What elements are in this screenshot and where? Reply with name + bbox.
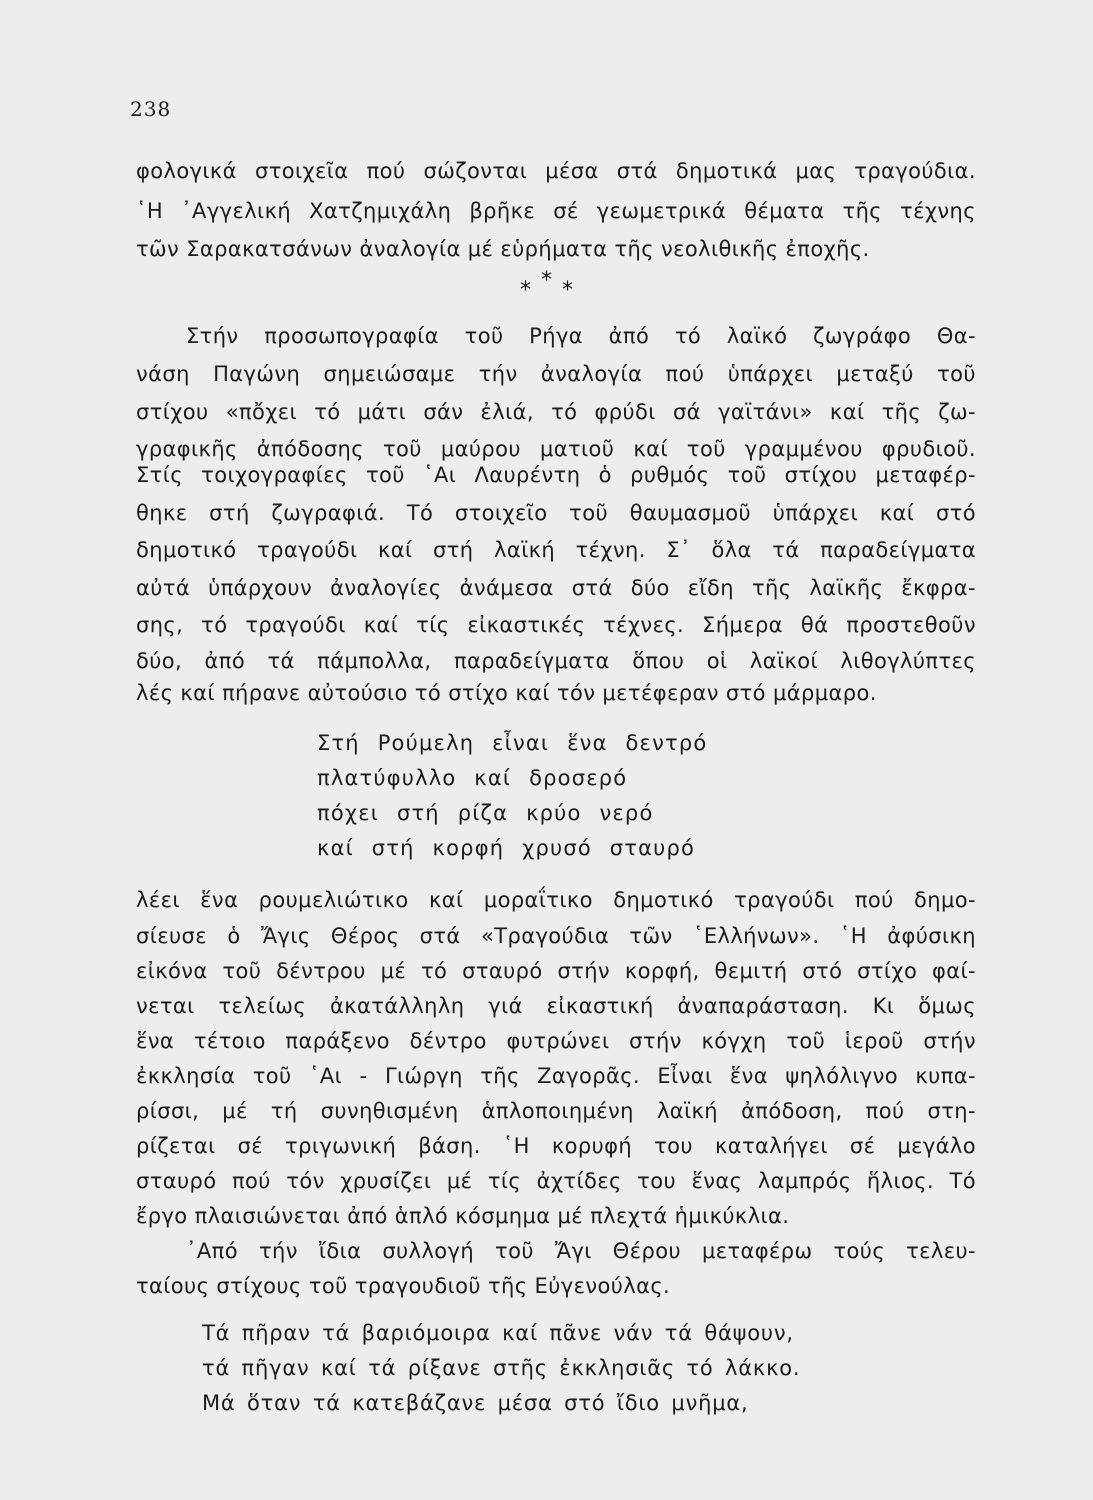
text-line: νεται τελείως ἀκατάλληλη γιά εἰκαστική ἀναπαράσταση. Κι ὅμως xyxy=(136,994,976,1018)
page-number: 238 xyxy=(130,97,172,121)
text-line: αὐτά ὑπάρχουν ἀναλογίες ἀνάμεσα στά δύο εἴδη τῆς λαϊκῆς ἔκφρα- xyxy=(136,576,976,600)
text-line: ἕνα τέτοιο παράξενο δέντρο φυτρώνει στήν κόγχη τοῦ ἱεροῦ στήν xyxy=(136,1029,976,1053)
asterisk: * xyxy=(520,278,541,303)
text-line: ρίζεται σέ τριγωνική βάση. ῾Η κορυφή του καταλήγει σέ μεγάλο xyxy=(136,1134,976,1158)
asterisk: * xyxy=(541,268,562,293)
text-line: ἐκκλησία τοῦ ῾Αι - Γιώργη τῆς Ζαγορᾶς. Εἶναι ἕνα ψηλόλιγνο κυπα- xyxy=(136,1064,976,1088)
verse-line: καί στή κορφή χρυσό σταυρό xyxy=(317,836,696,860)
text-line: Στίς τοιχογραφίες τοῦ ῾Αι Λαυρέντη ὁ ρυθμός τοῦ στίχου μεταφέρ- xyxy=(136,463,976,487)
text-line: λές καί πήρανε αὐτούσιο τό στίχο καί τόν μετέφεραν στό μάρμαρο. xyxy=(136,681,877,705)
verse-line: πλατύφυλλο καί δροσερό xyxy=(317,766,628,790)
verse-line: Τά πῆραν τά βαριόμοιρα καί πᾶνε νάν τά θάψουν, xyxy=(202,1321,794,1345)
asterisk: * xyxy=(562,278,583,303)
verse-line: Μά ὅταν τά κατεβάζανε μέσα στό ἴδιο μνῆμα, xyxy=(202,1391,749,1415)
text-line: θηκε στή ζωγραφιά. Τό στοιχεῖο τοῦ θαυμασμοῦ ὑπάρχει καί στό xyxy=(136,501,976,525)
text-line: νάση Παγώνη σημειώσαμε τήν ἀναλογία πού ὑπάρχει μεταξύ τοῦ xyxy=(136,362,976,386)
text-line: τῶν Σαρακατσάνων ἀναλογία μέ εὑρήματα τῆς νεολιθικῆς ἐποχῆς. xyxy=(136,237,870,261)
text-line: ρίσσι, μέ τή συνηθισμένη ἁπλοποιημένη λαϊκή ἀπόδοση, πού στη- xyxy=(136,1099,976,1123)
text-line: εἰκόνα τοῦ δέντρου μέ τό σταυρό στήν κορφή, θεμιτή στό στίχο φαί- xyxy=(136,959,976,983)
text-line: γραφικῆς ἀπόδοσης τοῦ μαύρου ματιοῦ καί τοῦ γραμμένου φρυδιοῦ. xyxy=(136,437,976,461)
text-line: ταίους στίχους τοῦ τραγουδιοῦ τῆς Εὐγενούλας. xyxy=(136,1274,671,1298)
text-line: σίευσε ὁ Ἄγις Θέρος στά «Τραγούδια τῶν ῾Ελλήνων». ῾Η ἀφύσικη xyxy=(136,924,976,948)
text-line: λέει ἕνα ρουμελιώτικο καί μοραΐτικο δημοτικό τραγούδι πού δημο- xyxy=(136,888,976,912)
text-line: σταυρό πού τόν χρυσίζει μέ τίς ἀχτίδες του ἕνας λαμπρός ἥλιος. Τό xyxy=(136,1169,976,1193)
verse-line: Στή Ρούμελη εἶναι ἕνα δεντρό xyxy=(317,731,708,755)
text-line: δημοτικό τραγούδι καί στή λαϊκή τέχνη. Σ᾿ ὅλα τά παραδείγματα xyxy=(136,538,976,562)
verse-line: τά πῆγαν καί τά ρίξανε στῆς ἐκκλησιᾶς τό λάκκο. xyxy=(202,1356,801,1380)
text-line: ἔργο πλαισιώνεται ἀπό ἁπλό κόσμημα μέ πλεχτά ἡμικύκλια. xyxy=(136,1204,790,1228)
text-line: φολογικά στοιχεῖα πού σώζονται μέσα στά δημοτικά μας τραγούδια. xyxy=(136,159,976,183)
section-separator xyxy=(520,268,583,303)
text-line: στίχου «πὄχει τό μάτι σάν ἐλιά, τό φρύδι σά γαϊτάνι» καί τῆς ζω- xyxy=(136,400,976,424)
text-line: Στήν προσωπογραφία τοῦ Ρήγα ἀπό τό λαϊκό ζωγράφο Θα- xyxy=(186,324,976,348)
verse-line: πόχει στή ρίζα κρύο νερό xyxy=(317,801,654,825)
text-line: δύο, ἀπό τά πάμπολλα, παραδείγματα ὅπου οἱ λαϊκοί λιθογλύπτες xyxy=(136,649,976,673)
text-line: ᾿Από τήν ἴδια συλλογή τοῦ Ἄγι Θέρου μεταφέρω τούς τελευ- xyxy=(186,1239,976,1263)
text-line: σης, τό τραγούδι καί τίς εἰκαστικές τέχνες. Σήμερα θά προστεθοῦν xyxy=(136,613,976,637)
text-line: ῾Η ᾿Αγγελική Χατζημιχάλη βρῆκε σέ γεωμετρικά θέματα τῆς τέχνης xyxy=(136,199,976,223)
